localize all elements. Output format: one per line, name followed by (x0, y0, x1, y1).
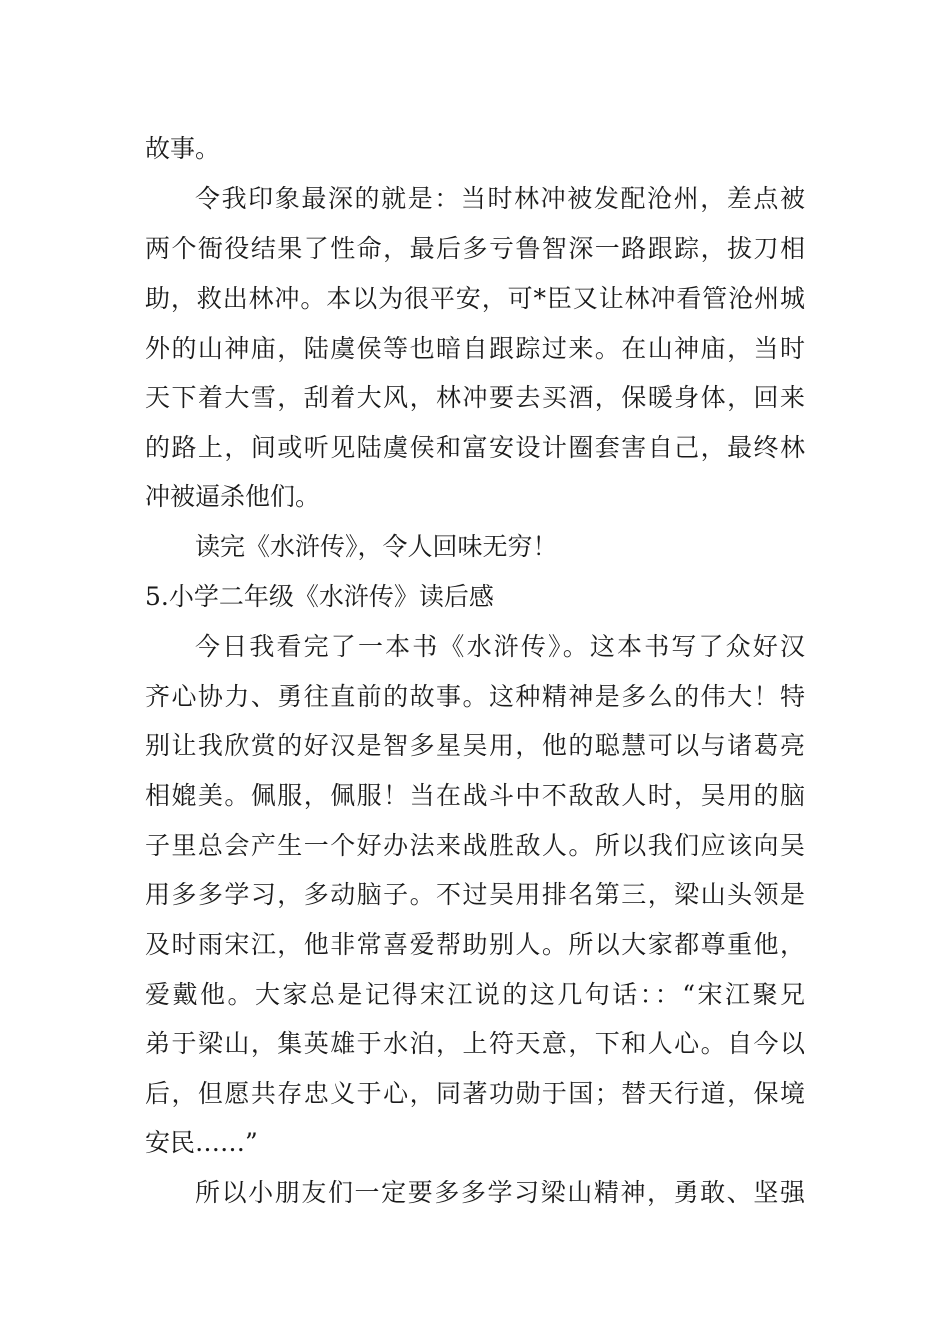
paragraph-first-line: 读完《水浒传》，令人回味无穷！ (195, 532, 558, 561)
text-line: 天下着大雪，刮着大风，林冲要去买酒，保暖身体，回来 (145, 383, 805, 412)
text-line: 外的山神庙，陆虞侯等也暗自跟踪过来。在山神庙，当时 (145, 334, 805, 363)
paragraph-first-line: 所以小朋友们一定要多多学习梁山精神，勇敢、坚强 (195, 1178, 805, 1207)
text-line: 爱戴他。大家总是记得宋江说的这几句话：：“宋江聚兄 (145, 980, 805, 1009)
text-line: 相媲美。佩服，佩服！当在战斗中不敌敌人时，吴用的脑 (145, 781, 805, 810)
text-line: 别让我欣赏的好汉是智多星吴用，他的聪慧可以与诸葛亮 (145, 731, 805, 760)
text-line: 故事。 (145, 134, 221, 163)
paragraph-first-line: 今日我看完了一本书《水浒传》。这本书写了众好汉 (195, 632, 805, 661)
text-line: 安民……” (145, 1128, 258, 1157)
section-heading: 5.小学二年级《水浒传》读后感 (145, 582, 494, 611)
text-line: 子里总会产生一个好办法来战胜敌人。所以我们应该向吴 (145, 831, 805, 860)
text-line: 两个衙役结果了性命，最后多亏鲁智深一路跟踪，拔刀相 (145, 234, 805, 263)
text-line: 齐心协力、勇往直前的故事。这种精神是多么的伟大！特 (145, 682, 805, 711)
paragraph-first-line: 令我印象最深的就是：当时林冲被发配沧州，差点被 (195, 184, 805, 213)
text-line: 冲被逼杀他们。 (145, 482, 321, 511)
text-line: 助，救出林冲。本以为很平安，可*臣又让林冲看管沧州城 (145, 284, 805, 313)
text-line: 的路上，间或听见陆虞侯和富安设计圈套害自己，最终林 (145, 433, 805, 462)
text-line: 弟于梁山，集英雄于水泊，上符天意，下和人心。自今以 (145, 1029, 805, 1058)
text-line: 用多多学习，多动脑子。不过吴用排名第三，梁山头领是 (145, 880, 805, 909)
text-line: 后，但愿共存忠义于心，同著功勋于国；替天行道，保境 (145, 1079, 805, 1108)
text-line: 及时雨宋江，他非常喜爱帮助别人。所以大家都尊重他， (145, 930, 805, 959)
